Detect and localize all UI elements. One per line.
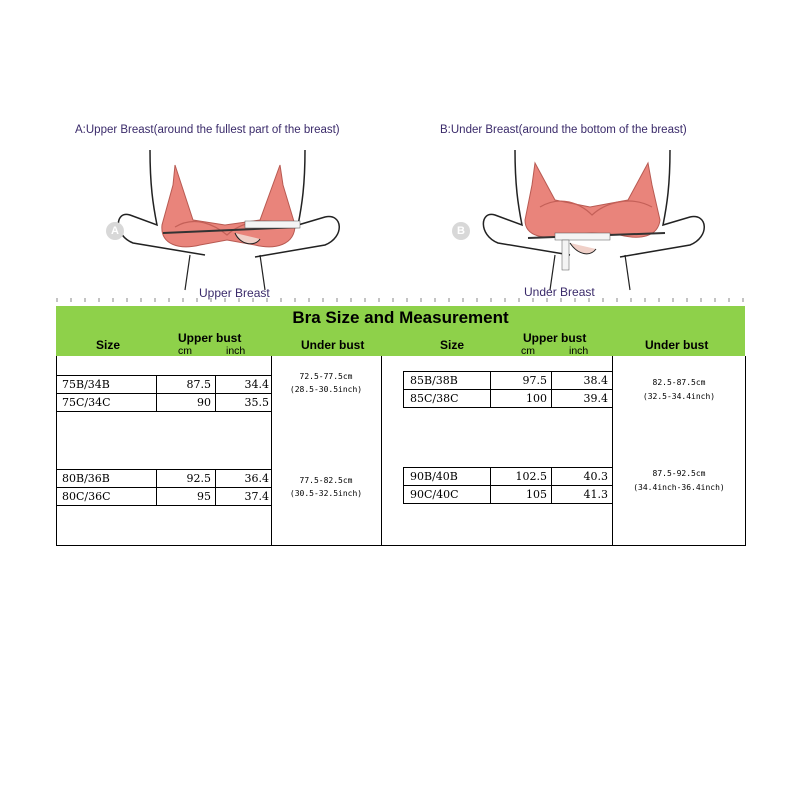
under-breast-illustration	[470, 145, 720, 295]
cm-cell: 97.5	[522, 374, 547, 387]
cm-cell: 95	[197, 490, 211, 503]
header-cm-right: cm	[521, 345, 535, 357]
header-cm-left: cm	[178, 345, 192, 357]
size-cell: 85B/38B	[410, 374, 458, 387]
size-cell: 75C/34C	[62, 396, 111, 409]
grid-line	[56, 469, 271, 470]
label-under-breast: Under Breast	[524, 285, 595, 299]
under-bust-range-inch: (34.4inch-36.4inch)	[633, 483, 725, 492]
badge-b: B	[452, 222, 470, 240]
table-title: Bra Size and Measurement	[292, 308, 509, 327]
inch-cell: 35.5	[244, 396, 269, 409]
grid-line	[56, 411, 271, 412]
caption-upper-breast: A:Upper Breast(around the fullest part of the breast)	[75, 124, 340, 136]
grid-line	[56, 393, 271, 394]
header-upper-bust-right: Upper bust	[523, 331, 587, 345]
inch-cell: 36.4	[244, 472, 269, 485]
inch-cell: 38.4	[583, 374, 608, 387]
grid-line	[403, 371, 404, 407]
size-cell: 80B/36B	[62, 472, 110, 485]
header-inch-left: inch	[226, 345, 246, 357]
under-bust-range-cm: 87.5-92.5cm	[652, 469, 706, 478]
header-upper-bust-left: Upper bust	[178, 331, 242, 345]
grid-line	[403, 389, 612, 390]
size-cell: 80C/36C	[62, 490, 111, 503]
grid-line	[381, 356, 382, 545]
inch-cell: 34.4	[244, 378, 269, 391]
under-bust-range-cm: 72.5-77.5cm	[299, 372, 353, 381]
header-under-bust-left: Under bust	[301, 338, 365, 352]
grid-line	[56, 356, 57, 545]
label-upper-breast: Upper Breast	[199, 286, 270, 300]
under-bust-range-inch: (30.5-32.5inch)	[289, 489, 363, 498]
size-cell: 85C/38C	[410, 392, 459, 405]
cm-cell: 92.5	[186, 472, 211, 485]
grid-line	[56, 505, 271, 506]
inch-cell: 39.4	[583, 392, 608, 405]
grid-line	[403, 503, 612, 504]
grid-line	[56, 545, 746, 546]
under-bust-range-inch: (32.5-34.4inch)	[642, 392, 716, 401]
under-bust-range-cm: 82.5-87.5cm	[652, 378, 706, 387]
inch-cell: 41.3	[583, 488, 608, 501]
header-inch-right: inch	[569, 345, 589, 357]
grid-line	[56, 375, 271, 376]
caption-under-breast: B:Under Breast(around the bottom of the breast)	[440, 124, 687, 136]
grid-line	[403, 407, 612, 408]
grid-line	[403, 485, 612, 486]
header-size-right: Size	[440, 338, 465, 352]
cm-cell: 102.5	[515, 470, 547, 483]
grid-line	[403, 467, 612, 468]
grid-line	[403, 371, 612, 372]
upper-breast-illustration	[105, 145, 355, 295]
grid-line	[745, 356, 746, 545]
size-cell: 75B/34B	[62, 378, 110, 391]
cm-cell: 105	[526, 488, 547, 501]
dotted-separator	[56, 298, 745, 302]
under-bust-range-cm: 77.5-82.5cm	[299, 476, 353, 485]
under-bust-range-inch: (28.5-30.5inch)	[289, 385, 363, 394]
inch-cell: 37.4	[244, 490, 269, 503]
cm-cell: 87.5	[186, 378, 211, 391]
header-under-bust-right: Under bust	[645, 338, 709, 352]
grid-line	[403, 467, 404, 503]
cm-cell: 90	[197, 396, 211, 409]
size-cell: 90C/40C	[410, 488, 459, 501]
badge-a: A	[106, 222, 124, 240]
inch-cell: 40.3	[583, 470, 608, 483]
size-cell: 90B/40B	[410, 470, 458, 483]
cm-cell: 100	[526, 392, 547, 405]
header-size-left: Size	[96, 338, 121, 352]
grid-line	[56, 487, 271, 488]
